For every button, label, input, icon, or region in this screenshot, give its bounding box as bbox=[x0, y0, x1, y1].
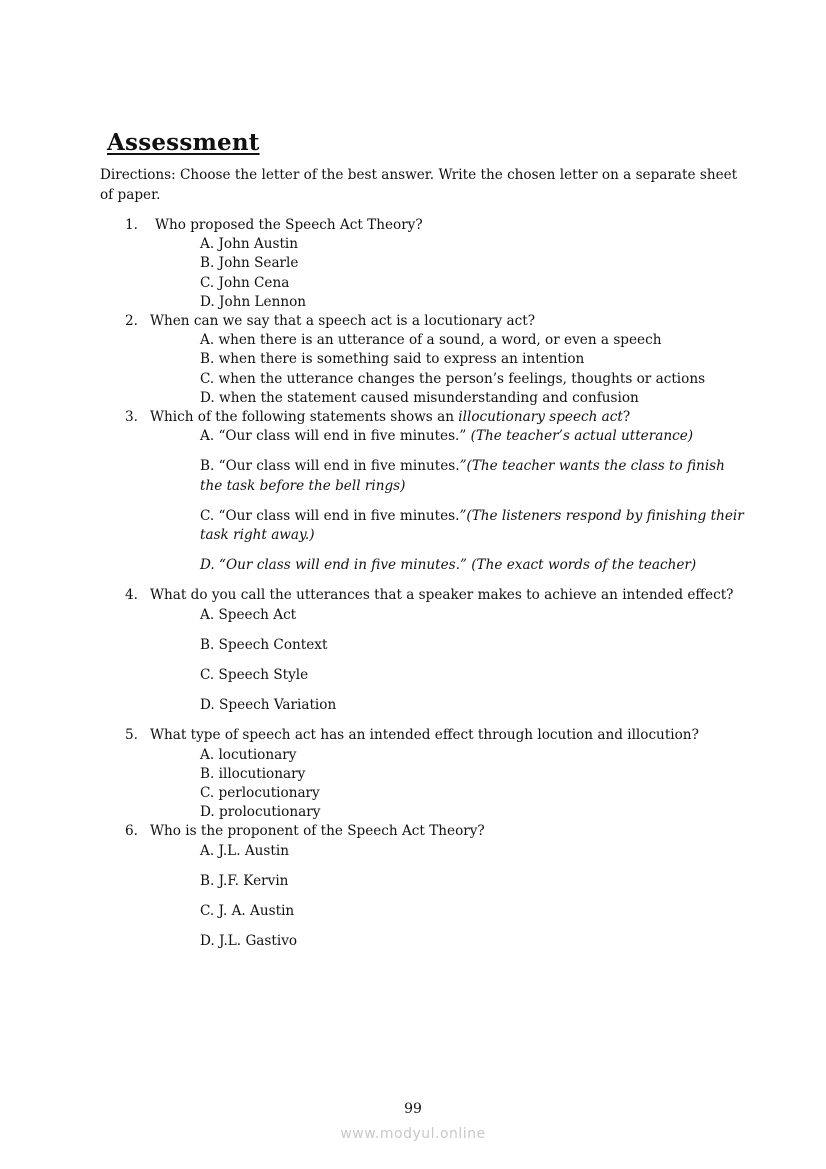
text: D. when the statement caused misunderstanding and confusion bbox=[200, 389, 639, 406]
text: B. Speech Context bbox=[200, 636, 328, 653]
text: D. Speech Variation bbox=[200, 697, 337, 714]
text: A. “Our class will end in five minutes.” bbox=[200, 428, 471, 445]
text: B. when there is something said to express an intention bbox=[200, 351, 585, 368]
answer-option bbox=[150, 350, 745, 369]
text: C. J. A. Austin bbox=[200, 903, 295, 920]
answer-option bbox=[150, 331, 745, 350]
answer-option bbox=[150, 606, 745, 625]
text: C. Speech Style bbox=[200, 667, 309, 684]
italic-text: ”(The teacher wants the class to finish the task before the bell rings) bbox=[200, 458, 725, 494]
answer-option bbox=[150, 932, 745, 951]
question-number: 5. bbox=[125, 727, 138, 744]
answer-option bbox=[150, 254, 745, 273]
text: A. locutionary bbox=[200, 746, 297, 763]
question-text bbox=[150, 822, 745, 841]
question-item bbox=[125, 408, 745, 575]
question-item bbox=[125, 586, 745, 715]
text: A. Speech Act bbox=[200, 606, 297, 623]
question-text bbox=[150, 586, 745, 605]
answer-option bbox=[150, 746, 745, 765]
text: C. John Cena bbox=[200, 274, 290, 291]
question-text bbox=[150, 726, 745, 745]
question-number: 3. bbox=[125, 409, 138, 426]
question-text bbox=[150, 312, 745, 331]
text: C. when the utterance changes the person’s feelings, thoughts or actions bbox=[200, 370, 706, 387]
text: D. prolocutionary bbox=[200, 804, 321, 821]
page-number: 99 bbox=[404, 1101, 422, 1117]
italic-text: illocutionary speech act bbox=[458, 409, 623, 426]
question-item bbox=[125, 216, 745, 312]
text: B. John Searle bbox=[200, 255, 299, 272]
answer-option bbox=[150, 274, 745, 293]
question-number: 4. bbox=[125, 587, 138, 604]
text: D. John Lennon bbox=[200, 293, 307, 310]
answer-option bbox=[150, 370, 745, 389]
text: A. John Austin bbox=[200, 236, 299, 253]
answer-option bbox=[150, 784, 745, 803]
text: What type of speech act has an intended effect through locution and illocution? bbox=[150, 727, 699, 744]
answer-option bbox=[150, 507, 745, 545]
answer-option bbox=[150, 556, 745, 575]
question-number: 6. bbox=[125, 823, 138, 840]
answer-option bbox=[150, 293, 745, 312]
answer-option bbox=[150, 696, 745, 715]
text: C. perlocutionary bbox=[200, 785, 320, 802]
directions: Directions: Choose the letter of the best answer. Write the chosen letter on a separate sheet of paper. bbox=[100, 167, 738, 203]
text: D. J.L. Gastivo bbox=[200, 933, 298, 950]
italic-text: D. “Our class will end in five minutes.” (The exact words of the teacher) bbox=[200, 557, 697, 574]
question-number: 2. bbox=[125, 313, 138, 330]
italic-text: ”(The listeners respond by finishing their task right away.) bbox=[200, 507, 744, 544]
answer-option bbox=[150, 235, 745, 254]
text: Which of the following statements shows an bbox=[150, 409, 459, 426]
text: A. when there is an utterance of a sound, a word, or even a speech bbox=[200, 332, 662, 349]
answer-option bbox=[150, 636, 745, 655]
text: What do you call the utterances that a speaker makes to achieve an intended effect? bbox=[150, 587, 734, 604]
question-text bbox=[150, 408, 745, 427]
question-number: 1. bbox=[125, 217, 138, 233]
text: B. illocutionary bbox=[200, 765, 306, 782]
text: B. “Our class will end in five minutes. bbox=[200, 458, 460, 475]
answer-option bbox=[150, 666, 745, 685]
text: When can we say that a speech act is a locutionary act? bbox=[150, 313, 536, 330]
text: Who proposed the Speech Act Theory? bbox=[155, 217, 423, 233]
text: ? bbox=[622, 409, 631, 426]
page-title: Assessment bbox=[107, 129, 260, 156]
answer-option bbox=[150, 902, 745, 921]
text: C. “Our class will end in five minutes. bbox=[200, 507, 460, 524]
answer-option bbox=[150, 842, 745, 861]
question-item bbox=[125, 312, 745, 408]
answer-option bbox=[150, 427, 745, 446]
answer-option bbox=[150, 872, 745, 891]
answer-option bbox=[150, 457, 745, 495]
answer-option bbox=[150, 803, 745, 822]
answer-option bbox=[150, 765, 745, 784]
answer-option bbox=[150, 389, 745, 408]
text: A. J.L. Austin bbox=[200, 842, 289, 859]
question-text bbox=[150, 216, 745, 235]
question-item bbox=[125, 822, 745, 951]
question-list bbox=[125, 216, 745, 952]
text: Who is the proponent of the Speech Act Theory? bbox=[150, 823, 485, 840]
text: B. J.F. Kervin bbox=[200, 872, 289, 889]
italic-text: (The teacher’s actual utterance) bbox=[470, 428, 694, 445]
watermark: www.modyul.online bbox=[340, 1126, 486, 1142]
question-item bbox=[125, 726, 745, 822]
